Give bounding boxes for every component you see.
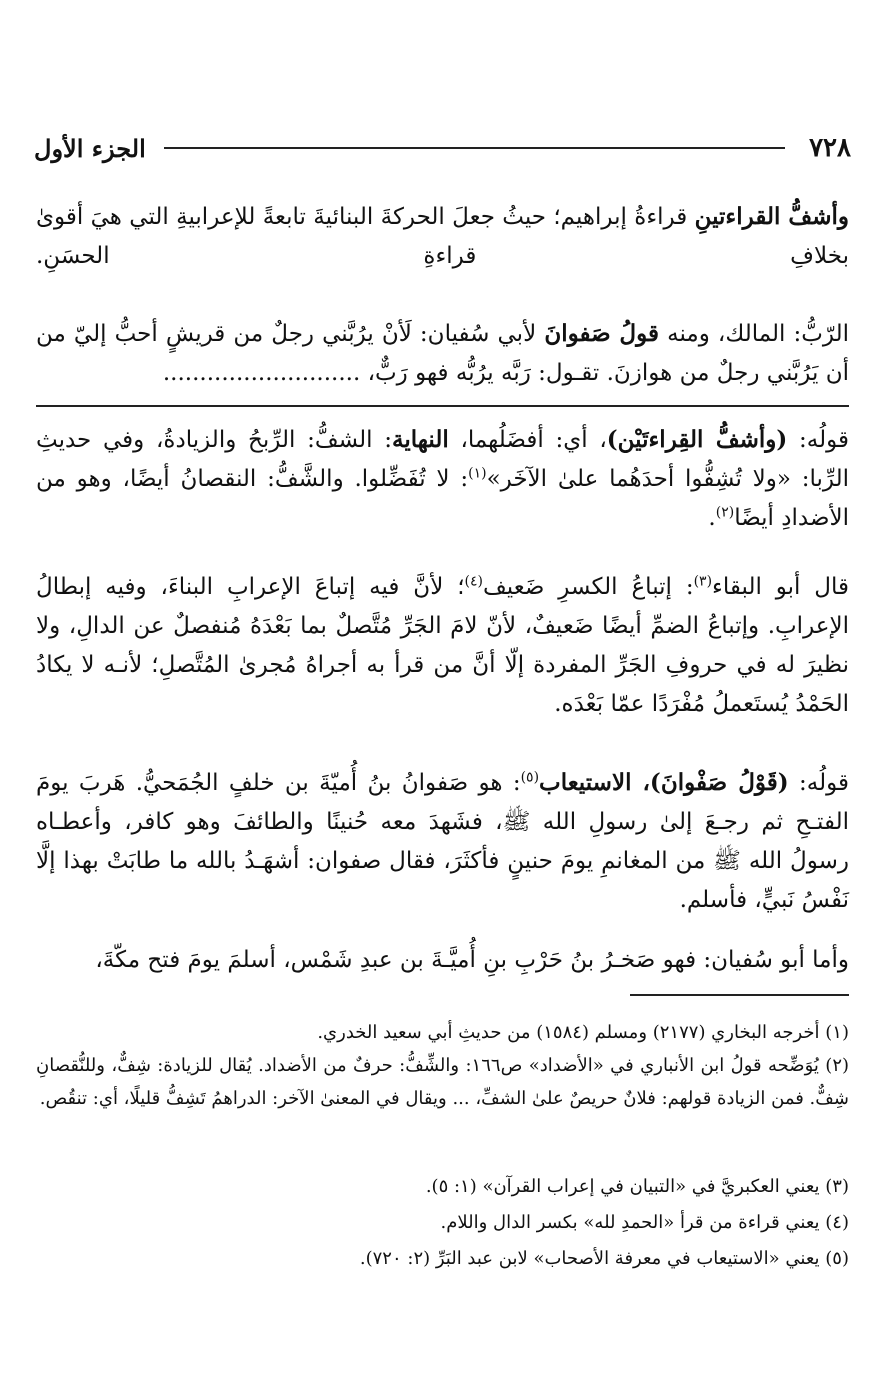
footnote-ref: (٢) (715, 504, 735, 521)
text-run: قولُه: (788, 770, 849, 796)
commentary-paragraph-2 (36, 568, 849, 724)
commentary-paragraph-3 (36, 763, 849, 920)
commentary-paragraph-1 (36, 420, 849, 538)
bold-term: النهاية (392, 426, 449, 453)
bold-term: (وأشفُّ القِراءتَيْن) (606, 426, 788, 453)
footnote-5: (٥) يعني «الاستيعاب في معرفة الأصحاب» لابن عبد البَرِّ (٢: ٧٢٠). (359, 1248, 849, 1269)
page-number: ٧٢٨ (809, 133, 851, 163)
text-run: لأبي سُفيان: لَأنْ يرُبَّني رجلٌ من قريشٍ أحبُّ إليّ من أن يَرُبَّني رجلٌ من هوازنَ. تقـول: رَبَّه يرُبُّه فهو رَبٌّ، ........................... (36, 321, 849, 386)
main-text-paragraph-1 (36, 197, 849, 276)
bold-term: وأشفُّ القراءتينِ (694, 203, 849, 230)
text-run: . (708, 505, 716, 531)
text-run: : الشفُّ: الرِّبحُ والزيادةُ، وفي حديثِ الرِّبا: «ولا تُشِفُّوا أحدَهُما علىٰ الآخَر» (36, 427, 849, 492)
commentary-paragraph-4 (36, 941, 849, 980)
footnote-4: (٤) يعني قراءة من قرأ «الحمدِ لله» بكسر الدال واللام. (440, 1212, 849, 1233)
text-run: ، أي: أفضَلُهما، (448, 427, 607, 453)
text-run: الرّبُّ: المالك، ومنه (659, 321, 850, 347)
page-header (34, 128, 851, 168)
part-title: الجزء الأول (34, 133, 146, 163)
text-run: وأما أبو سُفيان: فهو صَخـرُ بنُ حَرْبِ بنِ أُميَّـةَ بن عبدِ شَمْس، أسلمَ يومَ فتح مكّةَ، (95, 947, 849, 973)
footnote-ref: (٣) (693, 573, 713, 590)
text-run: ؛ لأنَّ فيه إتباعَ الإعرابِ البناءَ، وفيه إبطالُ الإعرابِ. وإتباعُ الضمِّ أيضًا ضَعيفٌ، لأنّ لامَ الجَرِّ مُتَّصلٌ بما بَعْدَهُ مُنفصلٌ عن الدالِ، ولا نظيرَ له في حروفِ الجَرِّ المفردة إلّا أنَّ من قرأ به أجراهُ مُجرىٰ المُتَّصلِ؛ لأنـه لا يكادُ الحَمْدُ يُستَعملُ مُفْرَدًا عمّا بَعْدَه. (36, 574, 849, 717)
footnote-2: (٢) يُوَضِّحه قولُ ابن الأنباري في «الأضداد» ص١٦٦: والشِّفُّ: حرفٌ من الأضداد. يُقال للزيادة: شِفٌّ، وللنُّقصانِ شِفٌّ. فمن الزيادة قولهم: فلانٌ حريصٌ علىٰ الشفِّ، ... ويقال في المعنىٰ الآخر: الدراهمُ تَشِفُّ قليلًا، أي: تنقُص. (36, 1055, 850, 1109)
footnote-ref: (١) (468, 465, 487, 482)
text-run: قولُه: (787, 427, 849, 453)
bold-term: (قَوْلُ صَفْوانَ)، الاستيعاب (539, 769, 789, 796)
footnote-3: (٣) يعني العكبريَّ في «التبيان في إعراب القرآن» (١: ٥). (425, 1176, 849, 1197)
main-separator (36, 405, 849, 407)
footnote-separator (630, 994, 849, 996)
main-text-paragraph-2 (36, 314, 849, 393)
bold-term: قولُ صَفوانَ (544, 320, 660, 347)
header-rule (164, 147, 785, 149)
footnote-1: (١) أخرجه البخاري (٢١٧٧) ومسلم (١٥٨٤) من حديثِ أبي سعيد الخدري. (317, 1022, 849, 1043)
text-run: : إتباعُ الكسرِ ضَعيف (483, 574, 694, 600)
text-run: قال أبو البقاء (712, 574, 850, 600)
text-run: : هو صَفوانُ بنُ أُميّةَ بن خلفٍ الجُمَحيُّ. هَربَ يومَ الفتـحِ ثم رجـعَ إلىٰ رسولِ الله ﷺ، فشَهدَ معه حُنينًا والطائفَ وهو كافر، وأعطـاه رسولُ الله ﷺ من المغانمِ يومَ حنينٍ فأكثَرَ، فقال صفوان: أشهَـدُ بالله ما طابَتْ بهذا إلَّا نَفْسُ نَبيٍّ، فأسلم. (36, 770, 849, 913)
footnote-ref: (٤) (464, 573, 483, 590)
text-run: : لا تُفَضِّلوا. والشَّفُّ: النقصانُ أيضًا، وهو من الأضدادِ أيضًا (36, 466, 849, 531)
text-run: قراءةُ إبراهيم؛ حيثُ جعلَ الحركةَ البنائيةَ تابعةً للإعرابيةِ التي هيَ أقوىٰ بخلافِ قراءةِ الحسَنِ. (36, 204, 849, 269)
footnote-ref: (٥) (520, 769, 540, 786)
